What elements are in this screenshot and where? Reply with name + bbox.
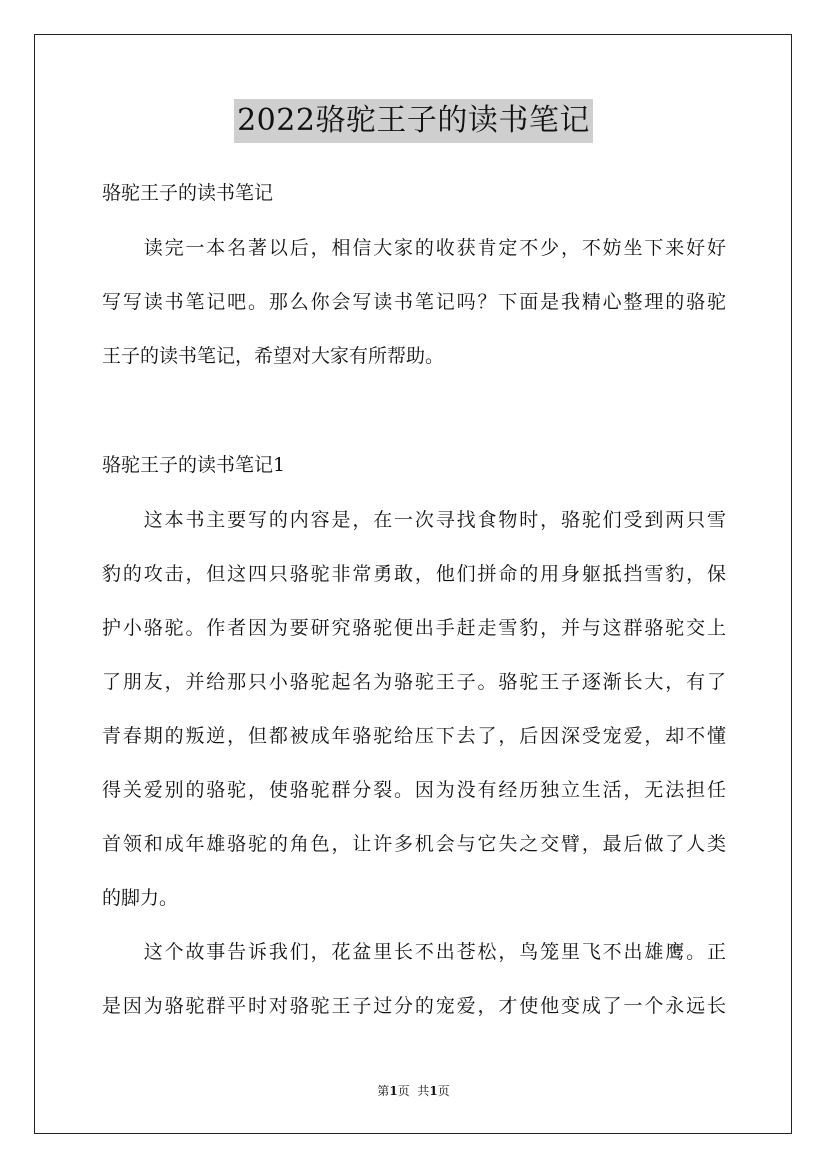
footer-page-number: 1 — [389, 1084, 398, 1098]
para1-line: 青春期的叛逆，但都被成年骆驼给压下去了，后因深受宠爱，却不懂 — [102, 725, 726, 747]
para1-line: 首领和成年雄骆驼的角色，让许多机会与它失之交臂，最后做了人类 — [102, 833, 726, 855]
para1-line: 这本书主要写的内容是，在一次寻找食物时，骆驼们受到两只雪 — [102, 509, 726, 531]
document-title — [0, 99, 827, 143]
para2-line: 这个故事告诉我们，花盆里长不出苍松，鸟笼里飞不出雄鹰。正 — [102, 941, 726, 963]
footer-prefix: 第 — [377, 1084, 390, 1098]
title-text: 2022骆驼王子的读书笔记 — [234, 99, 593, 143]
footer-mid: 页 共 — [397, 1084, 430, 1098]
intro-line: 写写读书笔记吧。那么你会写读书笔记吗？下面是我精心整理的骆驼 — [102, 291, 726, 313]
section-heading-note-1: 骆驼王子的读书笔记1 — [102, 454, 286, 476]
footer-total-pages: 1 — [429, 1084, 438, 1098]
para1-line: 的脚力。 — [102, 887, 179, 909]
intro-line: 王子的读书笔记，希望对大家有所帮助。 — [102, 345, 445, 367]
para1-line: 豹的攻击，但这四只骆驼非常勇敢，他们拼命的用身躯抵挡雪豹，保 — [102, 563, 726, 585]
page-footer — [0, 1083, 827, 1099]
intro-line: 读完一本名著以后，相信大家的收获肯定不少，不妨坐下来好好 — [102, 237, 726, 259]
para2-line: 是因为骆驼群平时对骆驼王子过分的宠爱，才使他变成了一个永远长 — [102, 995, 726, 1017]
para1-line: 护小骆驼。作者因为要研究骆驼便出手赶走雪豹，并与这群骆驼交上 — [102, 617, 726, 639]
section-heading-intro: 骆驼王子的读书笔记 — [102, 182, 274, 204]
footer-suffix: 页 — [437, 1084, 450, 1098]
para1-line: 了朋友，并给那只小骆驼起名为骆驼王子。骆驼王子逐渐长大，有了 — [102, 671, 726, 693]
para1-line: 得关爱别的骆驼，使骆驼群分裂。因为没有经历独立生活，无法担任 — [102, 779, 726, 801]
